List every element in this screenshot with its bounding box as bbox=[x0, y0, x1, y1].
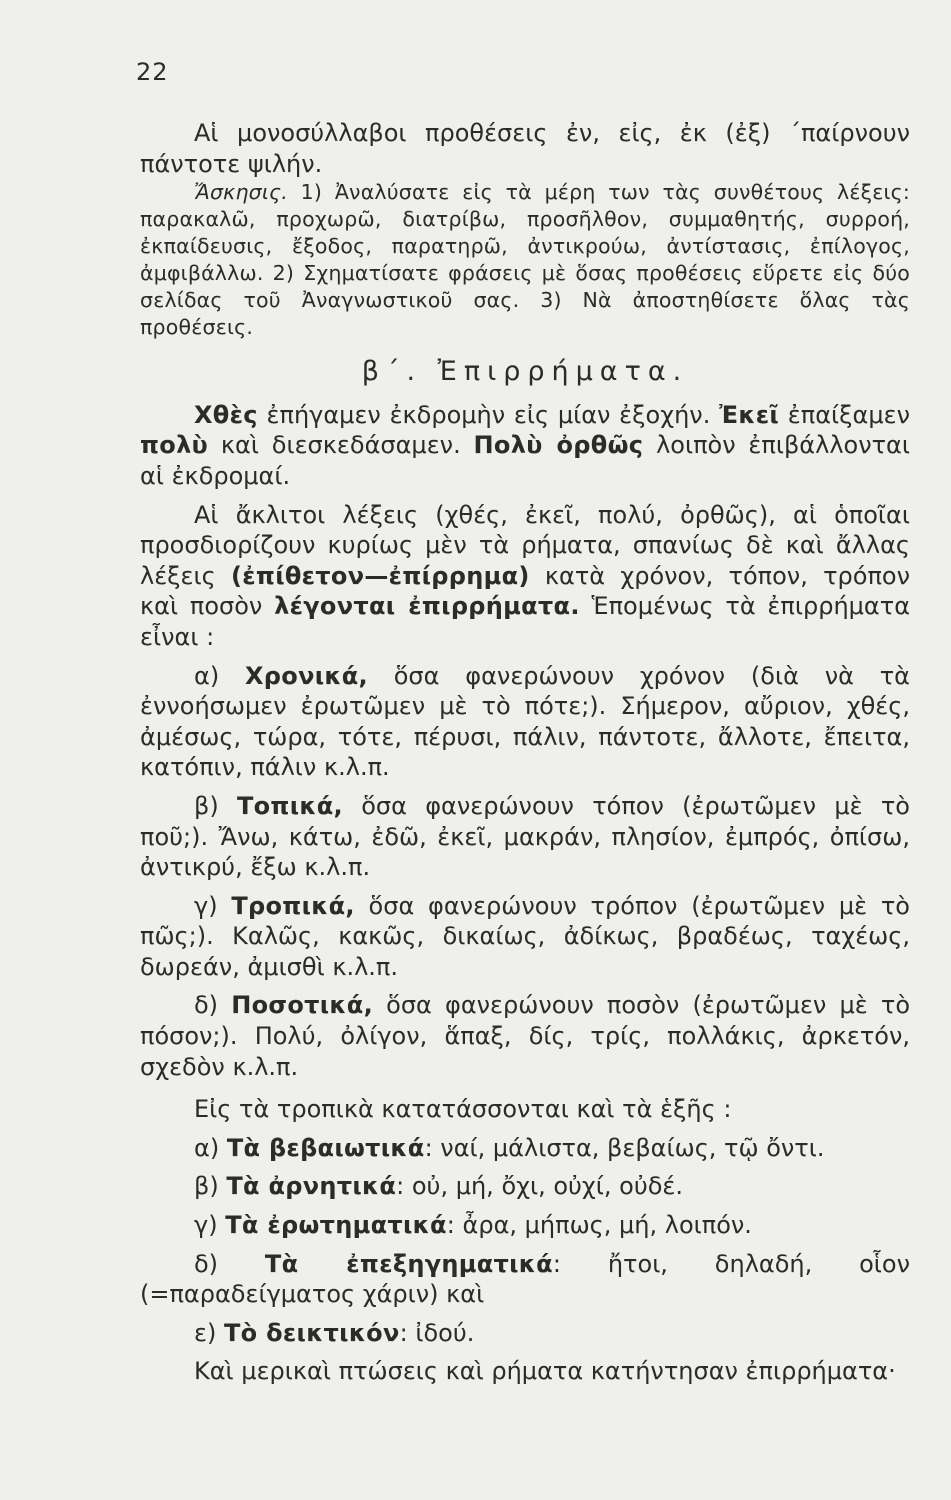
subcategory-name: Τὰ ἀρνητικά bbox=[226, 1172, 397, 1201]
exercise-label: Ἄσκησις. bbox=[194, 180, 288, 205]
exercise-paragraph bbox=[140, 179, 910, 341]
definition-paragraph bbox=[140, 500, 910, 653]
subcategory-bebaiotika bbox=[140, 1133, 910, 1164]
example-bold-4: Πολὺ ὀρθῶς bbox=[473, 431, 644, 460]
definition-text-2: κατὰ χρόνον, τόπον, τρόπον καὶ ποσὸν bbox=[140, 561, 910, 621]
subcategory-marker: α) bbox=[194, 1133, 220, 1162]
subcategory-marker: δ) bbox=[194, 1249, 219, 1278]
definition-text-3: Ἑπομένως τὰ ἐπιρρήματα εἶναι : bbox=[140, 592, 911, 651]
example-text-3: καὶ διεσκεδάσαμεν. bbox=[208, 431, 474, 460]
example-bold-3: πολὺ bbox=[140, 431, 209, 460]
closing-line: Καὶ μερικαὶ πτώσεις καὶ ρήματα κατήντησαν ἐπιρρήματα· bbox=[194, 1357, 896, 1386]
subcategory-marker: β) bbox=[194, 1172, 219, 1201]
example-bold-1: Χθὲς bbox=[194, 400, 258, 429]
category-marker: δ) bbox=[194, 991, 219, 1020]
subcategory-text: : ἰδού. bbox=[399, 1318, 475, 1347]
exercise-text: 1) Ἀναλύσατε εἰς τὰ μέρη των τὰς συνθέτους λέξεις: παρακαλῶ, προχωρῶ, διατρίβω, προσῆλθον, συμμαθητής, συρροή, ἐκπαίδευσις, ἔξοδος, παρατηρῶ, ἀντικρούω, ἀντίστασις, ἐπίλογος, ἀμφιβάλλω. 2) Σχηματίσατε φράσεις μὲ ὅσας προθέσεις εὕρετε εἰς δύο σελίδας τοῦ Ἀναγνωστικοῦ σας. 3) Νὰ ἀποστηθίσετε ὅλας τὰς προθέσεις. bbox=[140, 180, 910, 340]
definition-bold-1: (ἐπίθετον—ἐπίρρημα) bbox=[231, 561, 530, 590]
category-marker: γ) bbox=[194, 891, 218, 920]
subcategory-erotimatika bbox=[140, 1210, 910, 1241]
category-name: Τροπικά, bbox=[231, 891, 355, 920]
category-text: ὅσα φανερώνουν ποσὸν (ἐρωτῶμεν μὲ τὸ πόσον;). Πολύ, ὀλίγον, ἅπαξ, δίς, τρίς, πολλάκις, ἀρκετόν, σχεδὸν κ.λ.π. bbox=[140, 991, 910, 1081]
subcategory-text: : ναί, μάλιστα, βεβαίως, τῷ ὄντι. bbox=[424, 1133, 825, 1162]
page-number: 22 bbox=[136, 58, 169, 86]
subcategory-marker: ε) bbox=[194, 1318, 217, 1347]
definition-bold-2: λέγονται ἐπιρρήματα. bbox=[274, 592, 580, 621]
example-bold-2: Ἐκεῖ bbox=[719, 400, 780, 429]
subcategory-text: : ἆρα, μήπως, μή, λοιπόν. bbox=[446, 1211, 752, 1240]
example-paragraph bbox=[140, 400, 910, 492]
section-heading: β΄. Ἐπιρρήματα. bbox=[361, 356, 689, 388]
example-text-1: ἐπήγαμεν ἐκδρομὴν εἰς μίαν ἐξοχήν. bbox=[257, 400, 720, 429]
subcategory-text: : ἤτοι, δηλαδή, οἷον (=παραδείγματος χάριν) καὶ bbox=[140, 1249, 910, 1309]
category-tropika bbox=[140, 891, 910, 983]
tropika-intro: Εἰς τὰ τροπικὰ κατατάσσονται καὶ τὰ ἑξῆς : bbox=[194, 1095, 732, 1124]
category-posotika bbox=[140, 990, 910, 1082]
example-text-2: ἐπαίξαμεν bbox=[779, 400, 910, 429]
page-body bbox=[140, 118, 910, 1387]
definition-text-1: Αἱ ἄκλιτοι λέξεις (χθές, ἐκεῖ, πολύ, ὀρθῶς), αἱ ὁποῖαι προσδιορίζουν κυρίως μὲν τὰ ρήματα, σπανίως δὲ καὶ ἄλλας λέξεις bbox=[140, 500, 910, 590]
subcategory-text: : οὐ, μή, ὄχι, οὐχί, οὐδέ. bbox=[396, 1172, 684, 1201]
subcategory-arnitika bbox=[140, 1171, 910, 1202]
category-name: Χρονικά, bbox=[245, 661, 368, 690]
category-topika bbox=[140, 791, 910, 883]
subcategory-epexigimatika bbox=[140, 1249, 910, 1310]
rule-paragraph: Αἱ μονοσύλλαβοι προθέσεις ἐν, εἰς, ἐκ (ἐξ) ΄παίρνουν πάντοτε ψιλήν. bbox=[140, 119, 910, 178]
subcategory-name: Τὰ ἐρωτηματικά bbox=[225, 1211, 447, 1240]
category-marker: β) bbox=[194, 791, 219, 820]
category-marker: α) bbox=[194, 661, 220, 690]
category-chronika bbox=[140, 661, 910, 783]
category-name: Τοπικά, bbox=[236, 791, 343, 820]
category-text: ὅσα φανερώνουν χρόνον (διὰ νὰ τὰ ἐννοήσωμεν ἐρωτῶμεν μὲ τὸ πότε;). Σήμερον, αὔριον, χθές, ἀμέσως, τώρα, τότε, πέρυσι, πάλιν, πάντοτε, ἄλλοτε, ἔπειτα, κατόπιν, πάλιν κ.λ.π. bbox=[140, 661, 910, 782]
subcategory-name: Τὸ δεικτικόν bbox=[223, 1318, 400, 1347]
category-name: Ποσοτικά, bbox=[231, 991, 373, 1020]
subcategory-deiktikon bbox=[140, 1318, 910, 1349]
subcategory-marker: γ) bbox=[194, 1211, 218, 1240]
subcategory-name: Τὰ βεβαιωτικά bbox=[226, 1133, 425, 1162]
category-text: ὅσα φανερώνουν τρόπον (ἐρωτῶμεν μὲ τὸ πῶς;). Καλῶς, κακῶς, δικαίως, ἀδίκως, βραδέως, ταχέως, δωρεάν, ἀμισθὶ κ.λ.π. bbox=[140, 891, 910, 981]
subcategory-name: Τὰ ἐπεξηγηματικά bbox=[264, 1249, 553, 1278]
category-text: ὅσα φανερώνουν τόπον (ἐρωτῶμεν μὲ τὸ ποῦ;). Ἄνω, κάτω, ἐδῶ, ἐκεῖ, μακράν, πλησίον, ἐμπρός, ὀπίσω, ἀντικρύ, ἔξω κ.λ.π. bbox=[140, 791, 910, 882]
example-text-4: λοιπὸν ἐπιβάλλονται αἱ ἐκδρομαί. bbox=[140, 431, 910, 490]
